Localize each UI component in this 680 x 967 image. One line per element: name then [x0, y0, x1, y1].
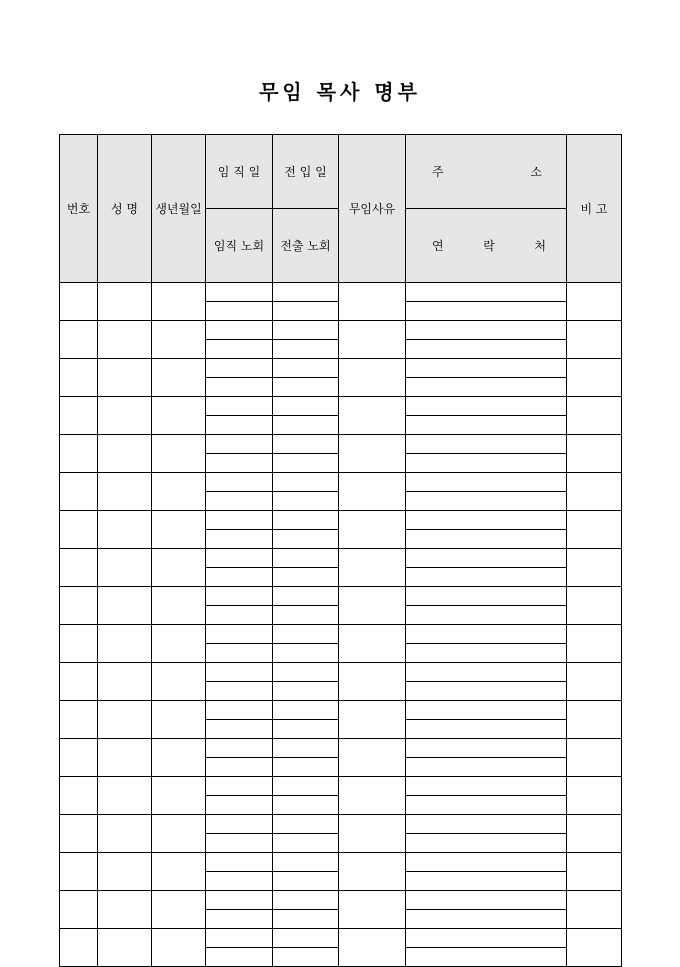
cell-reason [339, 397, 406, 435]
cell-ordination-date [206, 701, 273, 720]
cell-number [60, 397, 98, 435]
cell-ordination-presbytery [206, 834, 273, 853]
cell-address [406, 625, 567, 644]
cell-name [98, 473, 152, 511]
cell-transfer-out-presbytery [273, 568, 339, 587]
cell-number [60, 321, 98, 359]
cell-transfer-out-presbytery [273, 416, 339, 435]
cell-transfer-out-presbytery [273, 302, 339, 321]
cell-transfer-in-date [273, 853, 339, 872]
cell-address [406, 359, 567, 378]
cell-remarks [567, 891, 622, 929]
cell-number [60, 929, 98, 967]
cell-address [406, 473, 567, 492]
cell-address [406, 739, 567, 758]
table-row [60, 815, 622, 834]
cell-birthdate [152, 625, 206, 663]
cell-number [60, 473, 98, 511]
cell-remarks [567, 473, 622, 511]
cell-transfer-out-presbytery [273, 492, 339, 511]
table-row [60, 853, 622, 872]
cell-birthdate [152, 549, 206, 587]
table-row [60, 701, 622, 720]
table-row [60, 929, 622, 948]
cell-address [406, 701, 567, 720]
cell-transfer-out-presbytery [273, 720, 339, 739]
header-name: 성 명 [98, 135, 152, 283]
table-row [60, 473, 622, 492]
cell-transfer-in-date [273, 321, 339, 340]
cell-number [60, 511, 98, 549]
header-remarks: 비 고 [567, 135, 622, 283]
cell-transfer-in-date [273, 701, 339, 720]
cell-remarks [567, 625, 622, 663]
table-row [60, 359, 622, 378]
table-row [60, 625, 622, 644]
cell-remarks [567, 739, 622, 777]
cell-remarks [567, 321, 622, 359]
cell-address [406, 929, 567, 948]
cell-name [98, 663, 152, 701]
cell-ordination-presbytery [206, 796, 273, 815]
cell-transfer-out-presbytery [273, 454, 339, 473]
cell-number [60, 587, 98, 625]
cell-contact [406, 720, 567, 739]
cell-transfer-in-date [273, 777, 339, 796]
cell-contact [406, 302, 567, 321]
pastor-roster-table [59, 134, 622, 967]
cell-number [60, 891, 98, 929]
cell-name [98, 777, 152, 815]
cell-number [60, 739, 98, 777]
cell-reason [339, 549, 406, 587]
table-row [60, 321, 622, 340]
cell-birthdate [152, 853, 206, 891]
cell-birthdate [152, 359, 206, 397]
cell-remarks [567, 853, 622, 891]
cell-ordination-presbytery [206, 720, 273, 739]
cell-contact [406, 530, 567, 549]
cell-birthdate [152, 701, 206, 739]
table-row [60, 397, 622, 416]
cell-ordination-date [206, 359, 273, 378]
cell-number [60, 853, 98, 891]
header-contact-char: 처 [534, 239, 546, 253]
cell-birthdate [152, 815, 206, 853]
cell-birthdate [152, 511, 206, 549]
cell-contact [406, 568, 567, 587]
cell-address [406, 587, 567, 606]
cell-remarks [567, 701, 622, 739]
cell-reason [339, 929, 406, 967]
cell-address [406, 549, 567, 568]
table-row [60, 777, 622, 796]
cell-contact [406, 644, 567, 663]
cell-transfer-in-date [273, 397, 339, 416]
cell-transfer-in-date [273, 587, 339, 606]
cell-ordination-date [206, 929, 273, 948]
cell-transfer-in-date [273, 435, 339, 454]
cell-transfer-out-presbytery [273, 948, 339, 967]
table-row [60, 891, 622, 910]
cell-number [60, 435, 98, 473]
cell-contact [406, 872, 567, 891]
cell-number [60, 283, 98, 321]
header-address [406, 135, 567, 209]
cell-birthdate [152, 777, 206, 815]
cell-ordination-presbytery [206, 568, 273, 587]
header-contact-char: 연 [432, 239, 444, 253]
cell-remarks [567, 359, 622, 397]
roster-body [60, 283, 622, 967]
cell-name [98, 739, 152, 777]
cell-ordination-date [206, 397, 273, 416]
cell-remarks [567, 549, 622, 587]
cell-address [406, 511, 567, 530]
cell-ordination-presbytery [206, 378, 273, 397]
cell-transfer-in-date [273, 929, 339, 948]
cell-ordination-date [206, 435, 273, 454]
cell-ordination-date [206, 283, 273, 302]
cell-number [60, 359, 98, 397]
cell-name [98, 511, 152, 549]
table-row [60, 587, 622, 606]
cell-remarks [567, 663, 622, 701]
cell-transfer-in-date [273, 815, 339, 834]
cell-ordination-presbytery [206, 340, 273, 359]
header-reason: 무임사유 [339, 135, 406, 283]
cell-ordination-date [206, 511, 273, 530]
cell-transfer-out-presbytery [273, 378, 339, 397]
cell-reason [339, 473, 406, 511]
cell-transfer-in-date [273, 663, 339, 682]
cell-reason [339, 321, 406, 359]
cell-birthdate [152, 397, 206, 435]
table-row [60, 739, 622, 758]
cell-contact [406, 340, 567, 359]
header-transfer-in-date: 전 입 일 [273, 135, 339, 209]
cell-birthdate [152, 739, 206, 777]
cell-transfer-out-presbytery [273, 644, 339, 663]
cell-remarks [567, 777, 622, 815]
cell-address [406, 777, 567, 796]
header-birthdate: 생년월일 [152, 135, 206, 283]
header-ordination-presbytery: 임직 노회 [206, 209, 273, 283]
cell-reason [339, 625, 406, 663]
cell-ordination-presbytery [206, 606, 273, 625]
cell-number [60, 663, 98, 701]
cell-ordination-presbytery [206, 530, 273, 549]
cell-name [98, 283, 152, 321]
cell-name [98, 587, 152, 625]
cell-transfer-in-date [273, 359, 339, 378]
cell-reason [339, 283, 406, 321]
cell-reason [339, 663, 406, 701]
cell-transfer-in-date [273, 549, 339, 568]
cell-transfer-out-presbytery [273, 606, 339, 625]
cell-reason [339, 701, 406, 739]
cell-ordination-date [206, 853, 273, 872]
cell-contact [406, 454, 567, 473]
header-number: 번호 [60, 135, 98, 283]
cell-ordination-presbytery [206, 302, 273, 321]
cell-transfer-out-presbytery [273, 872, 339, 891]
cell-transfer-in-date [273, 625, 339, 644]
cell-address [406, 397, 567, 416]
cell-name [98, 891, 152, 929]
cell-reason [339, 891, 406, 929]
cell-contact [406, 948, 567, 967]
cell-reason [339, 511, 406, 549]
cell-birthdate [152, 891, 206, 929]
header-address-char: 주 [432, 165, 444, 179]
cell-contact [406, 758, 567, 777]
cell-transfer-in-date [273, 283, 339, 302]
table-row [60, 511, 622, 530]
cell-contact [406, 796, 567, 815]
cell-remarks [567, 435, 622, 473]
cell-name [98, 929, 152, 967]
cell-address [406, 663, 567, 682]
cell-remarks [567, 511, 622, 549]
cell-address [406, 891, 567, 910]
cell-ordination-presbytery [206, 416, 273, 435]
cell-transfer-out-presbytery [273, 796, 339, 815]
cell-reason [339, 815, 406, 853]
cell-number [60, 777, 98, 815]
cell-ordination-presbytery [206, 872, 273, 891]
cell-ordination-presbytery [206, 758, 273, 777]
cell-ordination-presbytery [206, 492, 273, 511]
header-contact-char: 락 [483, 239, 495, 253]
cell-transfer-in-date [273, 473, 339, 492]
table-row [60, 663, 622, 682]
cell-ordination-date [206, 663, 273, 682]
cell-ordination-presbytery [206, 454, 273, 473]
cell-birthdate [152, 435, 206, 473]
header-contact [406, 209, 567, 283]
cell-reason [339, 359, 406, 397]
cell-ordination-date [206, 625, 273, 644]
cell-name [98, 815, 152, 853]
cell-transfer-out-presbytery [273, 758, 339, 777]
cell-ordination-date [206, 473, 273, 492]
cell-remarks [567, 815, 622, 853]
cell-transfer-out-presbytery [273, 530, 339, 549]
cell-number [60, 815, 98, 853]
cell-contact [406, 492, 567, 511]
cell-name [98, 625, 152, 663]
cell-ordination-date [206, 815, 273, 834]
cell-ordination-date [206, 587, 273, 606]
cell-transfer-out-presbytery [273, 340, 339, 359]
cell-contact [406, 378, 567, 397]
cell-birthdate [152, 929, 206, 967]
cell-address [406, 435, 567, 454]
cell-contact [406, 834, 567, 853]
cell-remarks [567, 283, 622, 321]
cell-number [60, 549, 98, 587]
cell-transfer-in-date [273, 739, 339, 758]
cell-name [98, 549, 152, 587]
cell-name [98, 435, 152, 473]
cell-transfer-out-presbytery [273, 834, 339, 853]
cell-contact [406, 910, 567, 929]
cell-name [98, 701, 152, 739]
cell-ordination-presbytery [206, 644, 273, 663]
cell-transfer-out-presbytery [273, 682, 339, 701]
cell-contact [406, 682, 567, 701]
table-row [60, 283, 622, 302]
cell-transfer-out-presbytery [273, 910, 339, 929]
cell-reason [339, 777, 406, 815]
cell-reason [339, 853, 406, 891]
header-ordination-date: 임 직 일 [206, 135, 273, 209]
cell-ordination-date [206, 891, 273, 910]
cell-address [406, 853, 567, 872]
header-address-char: 소 [530, 165, 542, 179]
cell-address [406, 321, 567, 340]
cell-name [98, 359, 152, 397]
document-title: 무임 목사 명부 [259, 80, 421, 104]
cell-birthdate [152, 283, 206, 321]
cell-reason [339, 739, 406, 777]
cell-name [98, 321, 152, 359]
cell-reason [339, 435, 406, 473]
cell-ordination-presbytery [206, 682, 273, 701]
cell-number [60, 701, 98, 739]
cell-transfer-in-date [273, 511, 339, 530]
cell-ordination-presbytery [206, 948, 273, 967]
cell-birthdate [152, 473, 206, 511]
cell-number [60, 625, 98, 663]
cell-birthdate [152, 663, 206, 701]
cell-address [406, 283, 567, 302]
cell-ordination-date [206, 777, 273, 796]
table-row [60, 435, 622, 454]
cell-ordination-date [206, 739, 273, 758]
cell-remarks [567, 929, 622, 967]
table-row [60, 549, 622, 568]
cell-transfer-in-date [273, 891, 339, 910]
cell-ordination-date [206, 549, 273, 568]
cell-name [98, 397, 152, 435]
cell-name [98, 853, 152, 891]
cell-remarks [567, 397, 622, 435]
header-transfer-out-presbytery: 전출 노회 [273, 209, 339, 283]
cell-birthdate [152, 587, 206, 625]
cell-ordination-date [206, 321, 273, 340]
cell-contact [406, 416, 567, 435]
cell-address [406, 815, 567, 834]
cell-birthdate [152, 321, 206, 359]
cell-contact [406, 606, 567, 625]
cell-ordination-presbytery [206, 910, 273, 929]
cell-reason [339, 587, 406, 625]
cell-remarks [567, 587, 622, 625]
